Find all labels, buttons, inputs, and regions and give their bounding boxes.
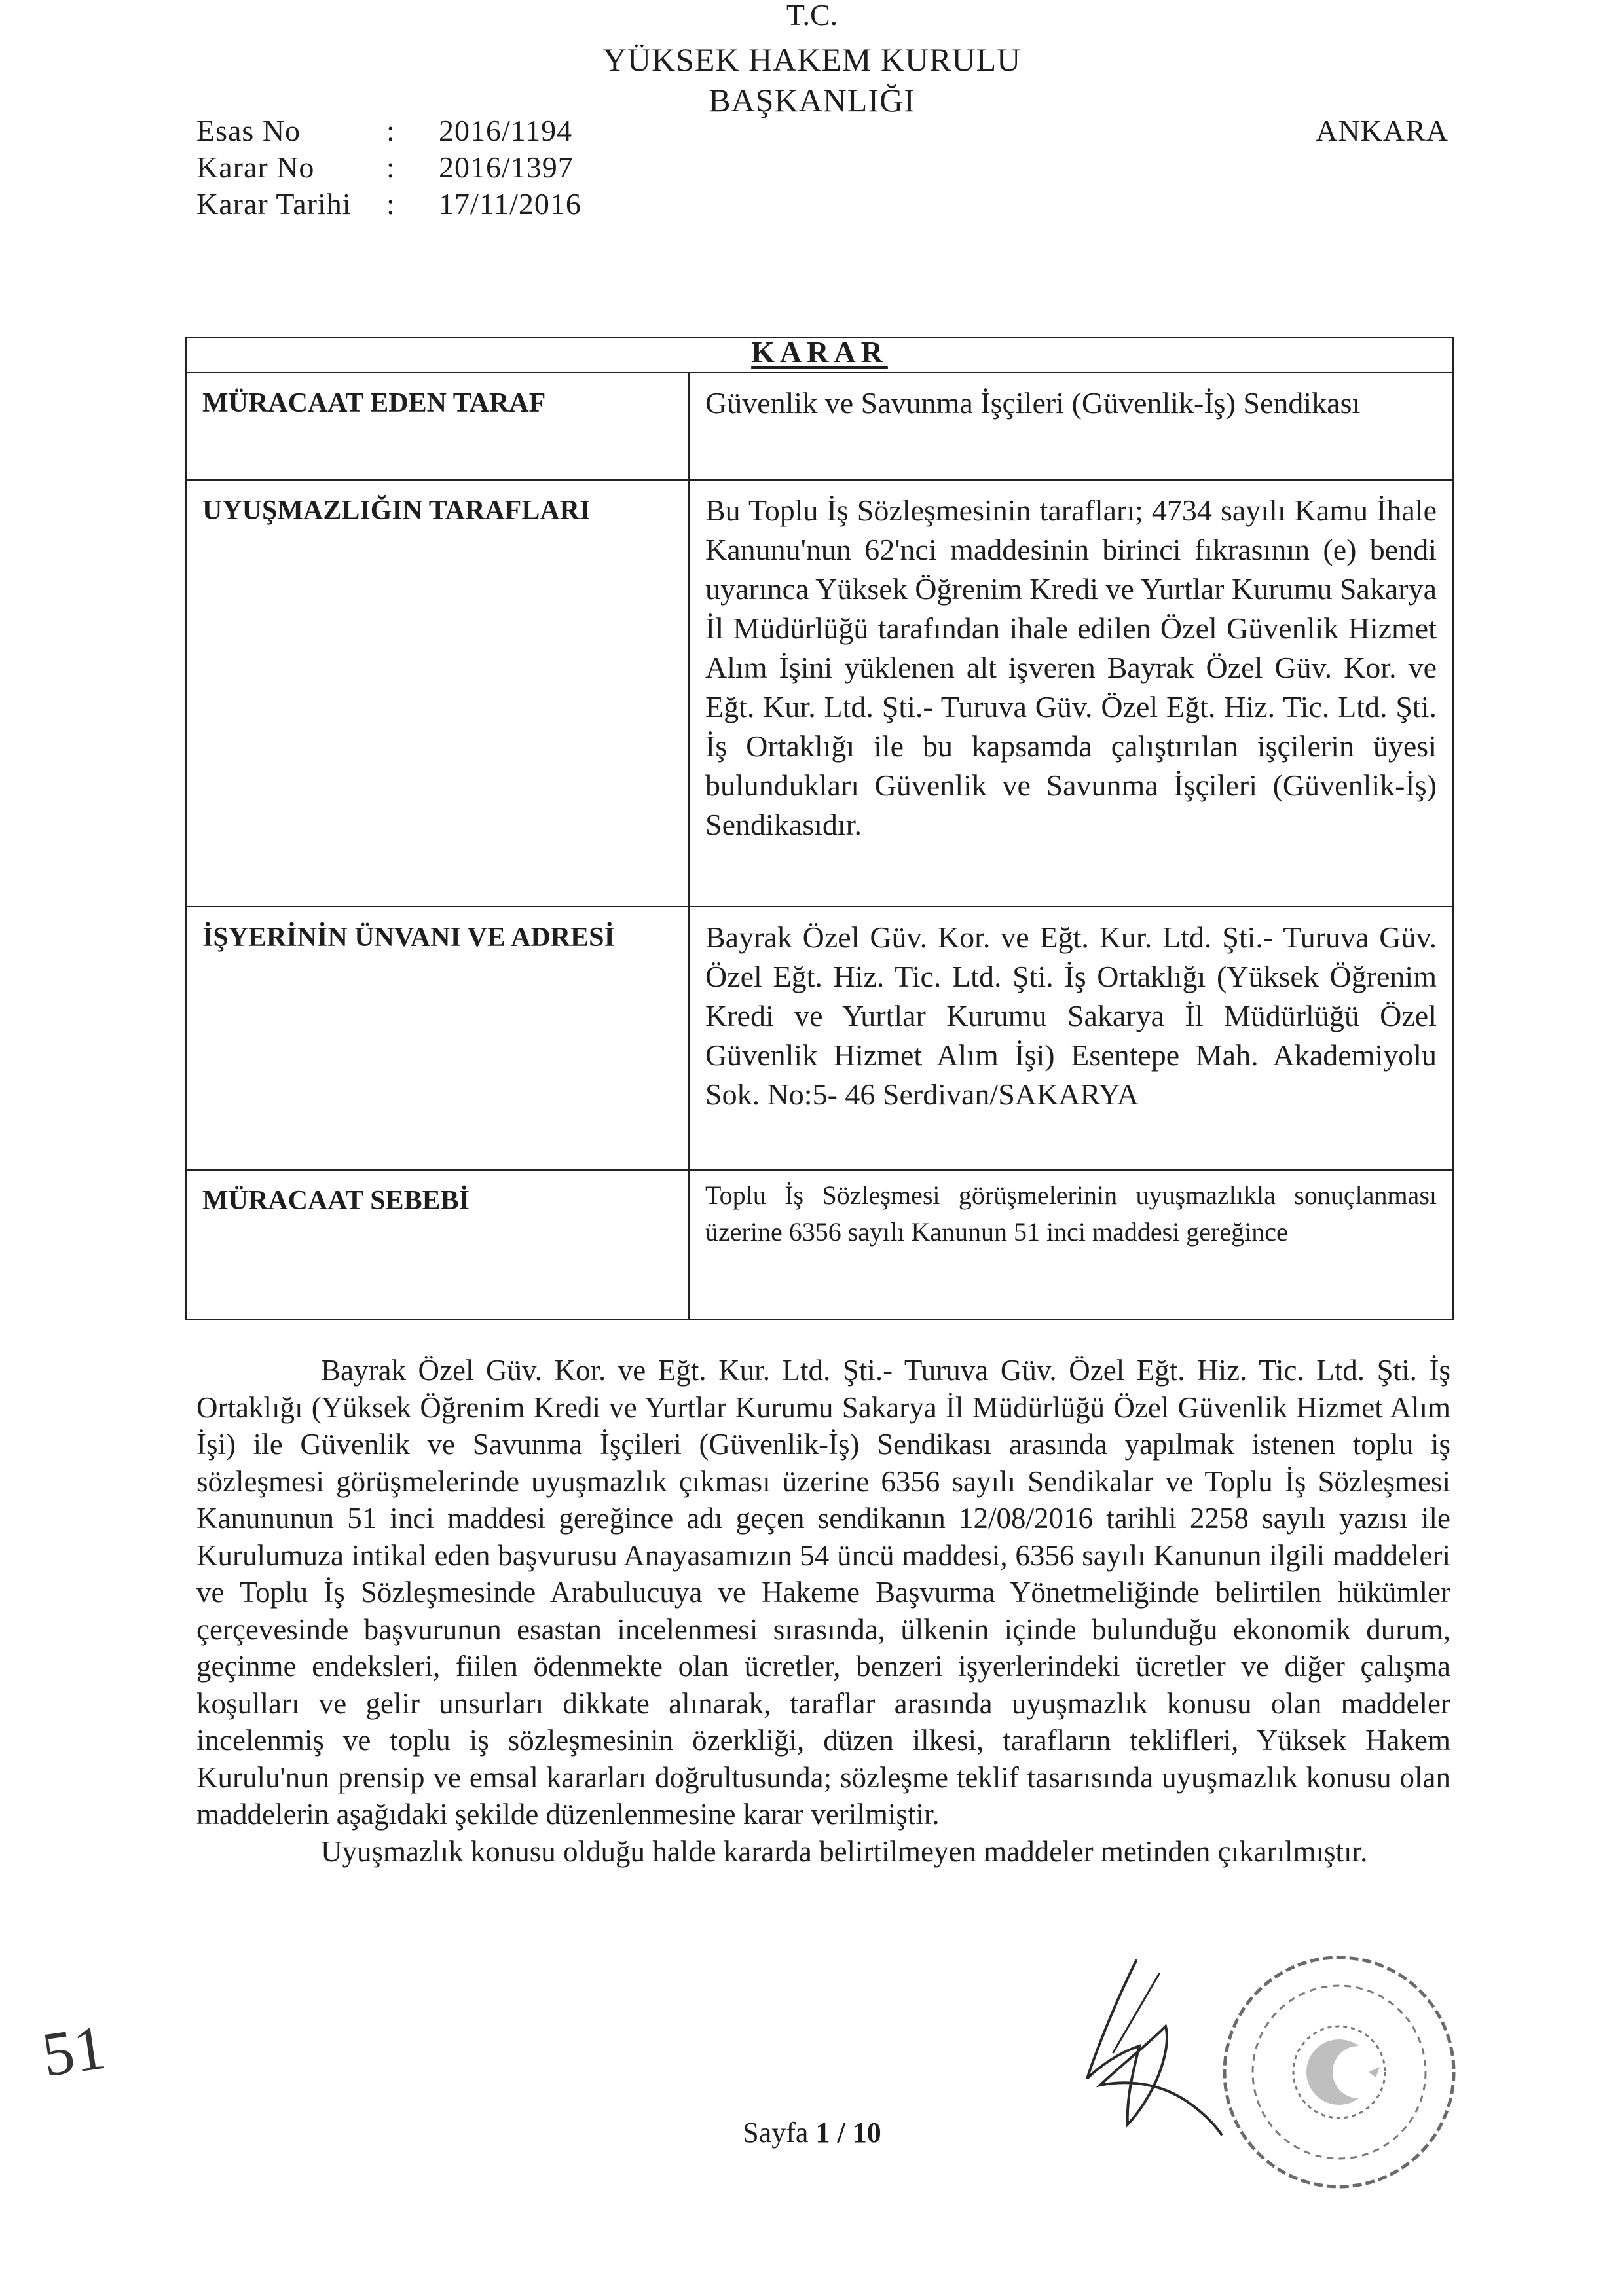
country-heading: T.C. [786,0,838,26]
page-prefix: Sayfa [743,2117,816,2149]
institution-heading [0,39,1624,120]
table-row [187,479,1452,906]
meta-separator: : [386,187,395,221]
table-row [187,906,1452,1169]
body-paragraph: Uyuşmazlık konusu olduğu halde kararda belirtilmeyen maddeler metinden çıkarılmıştır. [321,1834,1368,1868]
karar-no-label: Karar No [196,151,315,184]
decision-table [185,337,1454,1320]
karar-no-row [196,149,581,186]
margin-mark-icon [39,2016,124,2088]
esas-no-value: 2016/1194 [439,114,573,147]
table-row [187,372,1452,479]
applicant-value: Güvenlik ve Savunma İşçileri (Güvenlik-İş) Sendikası [705,386,1361,420]
meta-separator: : [386,151,395,184]
application-reason-label: MÜRACAAT SEBEBİ [187,1171,690,1319]
official-seal-icon [1208,1941,1470,2203]
meta-separator: : [386,114,395,147]
karar-no-value: 2016/1397 [439,151,574,184]
decision-body [196,1352,1450,1870]
karar-tarihi-row [196,186,581,223]
esas-no-row [196,113,581,149]
workplace-value: Bayrak Özel Güv. Kor. ve Eğt. Kur. Ltd. Şti.- Turuva Güv. Özel Eğt. Hiz. Tic. Ltd. Şti. İş Ortaklığı (Yüksek Öğrenim Kredi ve Yurtlar Kurumu Sakarya İl Müdürlüğü Özel Güvenlik Hizmet Alım İşi) Esentepe Mah. Akademiyolu Sok. No:5- 46 Serdivan/SAKARYA [705,920,1437,1111]
margin-mark-text: 51 [39,2016,110,2088]
city-label: ANKARA [1316,114,1449,147]
karar-tarihi-value: 17/11/2016 [439,187,581,221]
margin-mark [39,2016,124,2092]
esas-no-label: Esas No [196,114,301,147]
table-row [187,1169,1452,1319]
stamp [1208,1941,1470,2206]
decision-title [187,335,1452,372]
institution-office: BAŞKANLIĞI [709,82,915,118]
institution-name: YÜKSEK HAKEM KURULU [602,41,1022,78]
case-meta [196,113,581,223]
dispute-parties-value: Bu Toplu İş Sözleşmesinin tarafları; 4734 sayılı Kamu İhale Kanunu'nun 62'nci maddesinin birinci fıkrasının (e) bendi uyarınca Yüksek Öğrenim Kredi ve Yurtlar Kurumu Sakarya İl Müdürlüğü tarafından ihale edilen Özel Güvenlik Hizmet Alım İşini yüklenen alt işveren Bayrak Özel Güv. Kor. ve Eğt. Kur. Ltd. Şti.- Turuva Güv. Özel Eğt. Hiz. Tic. Ltd. Şti. İş Ortaklığı ile bu kapsamda çalıştırılan işçilerin üyesi bulundukları Güvenlik ve Savunma İşçileri (Güvenlik-İş) Sendikasıdır. [705,494,1437,841]
page-number: 1 / 10 [815,2117,881,2149]
karar-tarihi-label: Karar Tarihi [196,187,352,221]
workplace-label: İŞYERİNİN ÜNVANI VE ADRESİ [187,907,690,1169]
page-footer [0,2116,1624,2149]
decision-title-text: KARAR [751,335,888,369]
applicant-label: MÜRACAAT EDEN TARAF [187,373,690,479]
dispute-parties-label: UYUŞMAZLIĞIN TARAFLARI [187,481,690,906]
body-paragraph: Bayrak Özel Güv. Kor. ve Eğt. Kur. Ltd. Şti.- Turuva Güv. Özel Eğt. Hiz. Tic. Ltd. Şti. İş Ortaklığı (Yüksek Öğrenim Kredi ve Yurtlar Kurumu Sakarya İl Müdürlüğü Özel Güvenlik Hizmet Alım İşi) ile Güvenlik ve Savunma İşçileri (Güvenlik-İş) Sendikası arasında yapılmak istenen toplu iş sözleşmesi görüşmelerinde uyuşmazlık çıkması üzerine 6356 sayılı Sendikalar ve Toplu İş Sözleşmesi Kanununun 51 inci maddesi gereğince adı geçen sendikanın 12/08/2016 tarihli 2258 sayılı yazısı ile Kurulumuza intikal eden başvurusu Anayasamızın 54 üncü maddesi, 6356 sayılı Kanunun ilgili maddeleri ve Toplu İş Sözleşmesinde Arabulucuya ve Hakeme Başvurma Yönetmeliğinde belirtilen hükümler çerçevesinde başvurunun esastan incelenmesi sırasında, ülkenin içinde bulunduğu ekonomik durum, geçinme endeksleri, fiilen ödenmekte olan ücretler, benzeri işyerlerindeki ücretler ve diğer çalışma koşulları ve gelir unsurları dikkate alınarak, taraflar arasında uyuşmazlık konusu olan maddeler incelenmiş ve toplu iş sözleşmesinin özerkliği, düzen ilkesi, tarafların teklifleri, Yüksek Hakem Kurulu'nun prensip ve emsal kararları doğrultusunda; sözleşme teklif tasarısında uyuşmazlık konusu olan maddelerin aşağıdaki şekilde düzenlenmesine karar verilmiştir. [196,1354,1450,1831]
application-reason-value: Toplu İş Sözleşmesi görüşmelerinin uyuşmazlıkla sonuçlanması üzerine 6356 sayılı Kanunun 51 inci maddesi gereğince [705,1180,1437,1247]
